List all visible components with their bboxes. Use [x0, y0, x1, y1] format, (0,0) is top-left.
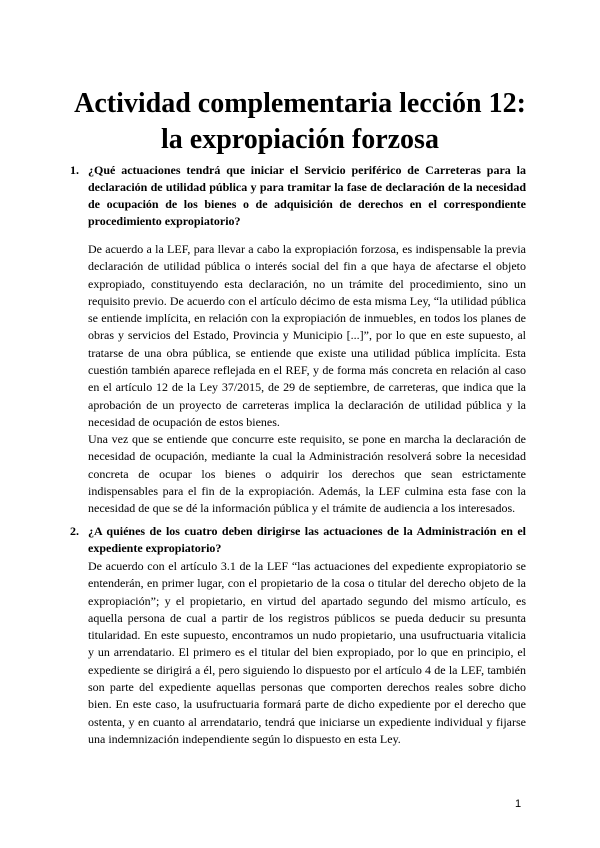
question-2-number: 2.: [70, 524, 79, 538]
question-2-text: ¿A quiénes de los cuatro deben dirigirse las actuaciones de la Administración en el expediente expropiatorio?: [88, 524, 526, 555]
paragraph-3: De acuerdo con el artículo 3.1 de la LEF “las actuaciones del expediente expropiatorio se entenderán, en primer lugar, con el propietario de la cosa o titular del derecho objeto de la expropiación”; y el propietario, en virtud del apartado segundo del mismo artículo, es aquella persona de cual a partir de los registros públicos se pueda deducir su presunta titularidad. En este supuesto, encontramos un nudo propietario, una usufructuaria vitalicia y un arrendatario. El primero es el titular del bien expropiado, por lo que en principio, el expediente se dirigirá a él, pero siguiendo lo dispuesto por el artículo 4 de la LEF, también son parte del expediente aquellas personas que comporten derechos reales sobre dicho bien. En este caso, la usufructuaria formará parte de dicho expediente por el derecho que ostenta, y en cuanto al arrendatario, tendrá que iniciarse un expediente individual y fijarse una indemnización independiente según lo dispuesto en esta Ley.: [88, 559, 526, 746]
question-2: [70, 523, 526, 557]
paragraph-1: De acuerdo a la LEF, para llevar a cabo la expropiación forzosa, es indispensable la previa declaración de utilidad pública o interés social del fin a que haya de afectarse el objeto expropiado, constituyendo esta declaración, no un trámite del procedimiento, sino un requisito previo. De acuerdo con el artículo décimo de esta misma Ley, “la utilidad pública se entiende implícita, en relación con la expropiación de inmuebles, en todos los planes de obras y servicios del Estado, Provincia y Municipio [...]”, por lo que en este supuesto, al tratarse de una obra pública, se entiende que existe una utilidad pública implícita. Esta cuestión también aparece reflejada en el REF, y de forma más concreta en relación al caso en el artículo 12 de la Ley 37/2015, de 29 de septiembre, de carreteras, que indica que la aprobación de un proyecto de carreteras implica la declaración de utilidad pública y la necesidad de ocupación de estos bienes.: [88, 242, 526, 429]
question-1: [70, 162, 526, 230]
document-title: Actividad complementaria lección 12: la expropiación forzosa: [74, 88, 526, 155]
question-1-number: 1.: [70, 163, 79, 177]
question-1-text: ¿Qué actuaciones tendrá que iniciar el Servicio periférico de Carreteras para la declaración de utilidad pública y para tramitar la fase de declaración de la necesidad de ocupación de los bienes o de adquisición de derechos en el correspondiente procedimiento expropiatorio?: [88, 163, 526, 228]
paragraph-2: Una vez que se entiende que concurre este requisito, se pone en marcha la declaración de necesidad de ocupación, mediante la cual la Administración resolverá sobre la necesidad concreta de ocupar los bienes o adquirir los derechos que sean estrictamente indispensables para el fin de la expropiación. Además, la LEF culmina esta fase con la necesidad de que se dé la información pública y el trámite de audiencia a los interesados.: [88, 432, 526, 516]
page-number: 1: [515, 798, 522, 810]
